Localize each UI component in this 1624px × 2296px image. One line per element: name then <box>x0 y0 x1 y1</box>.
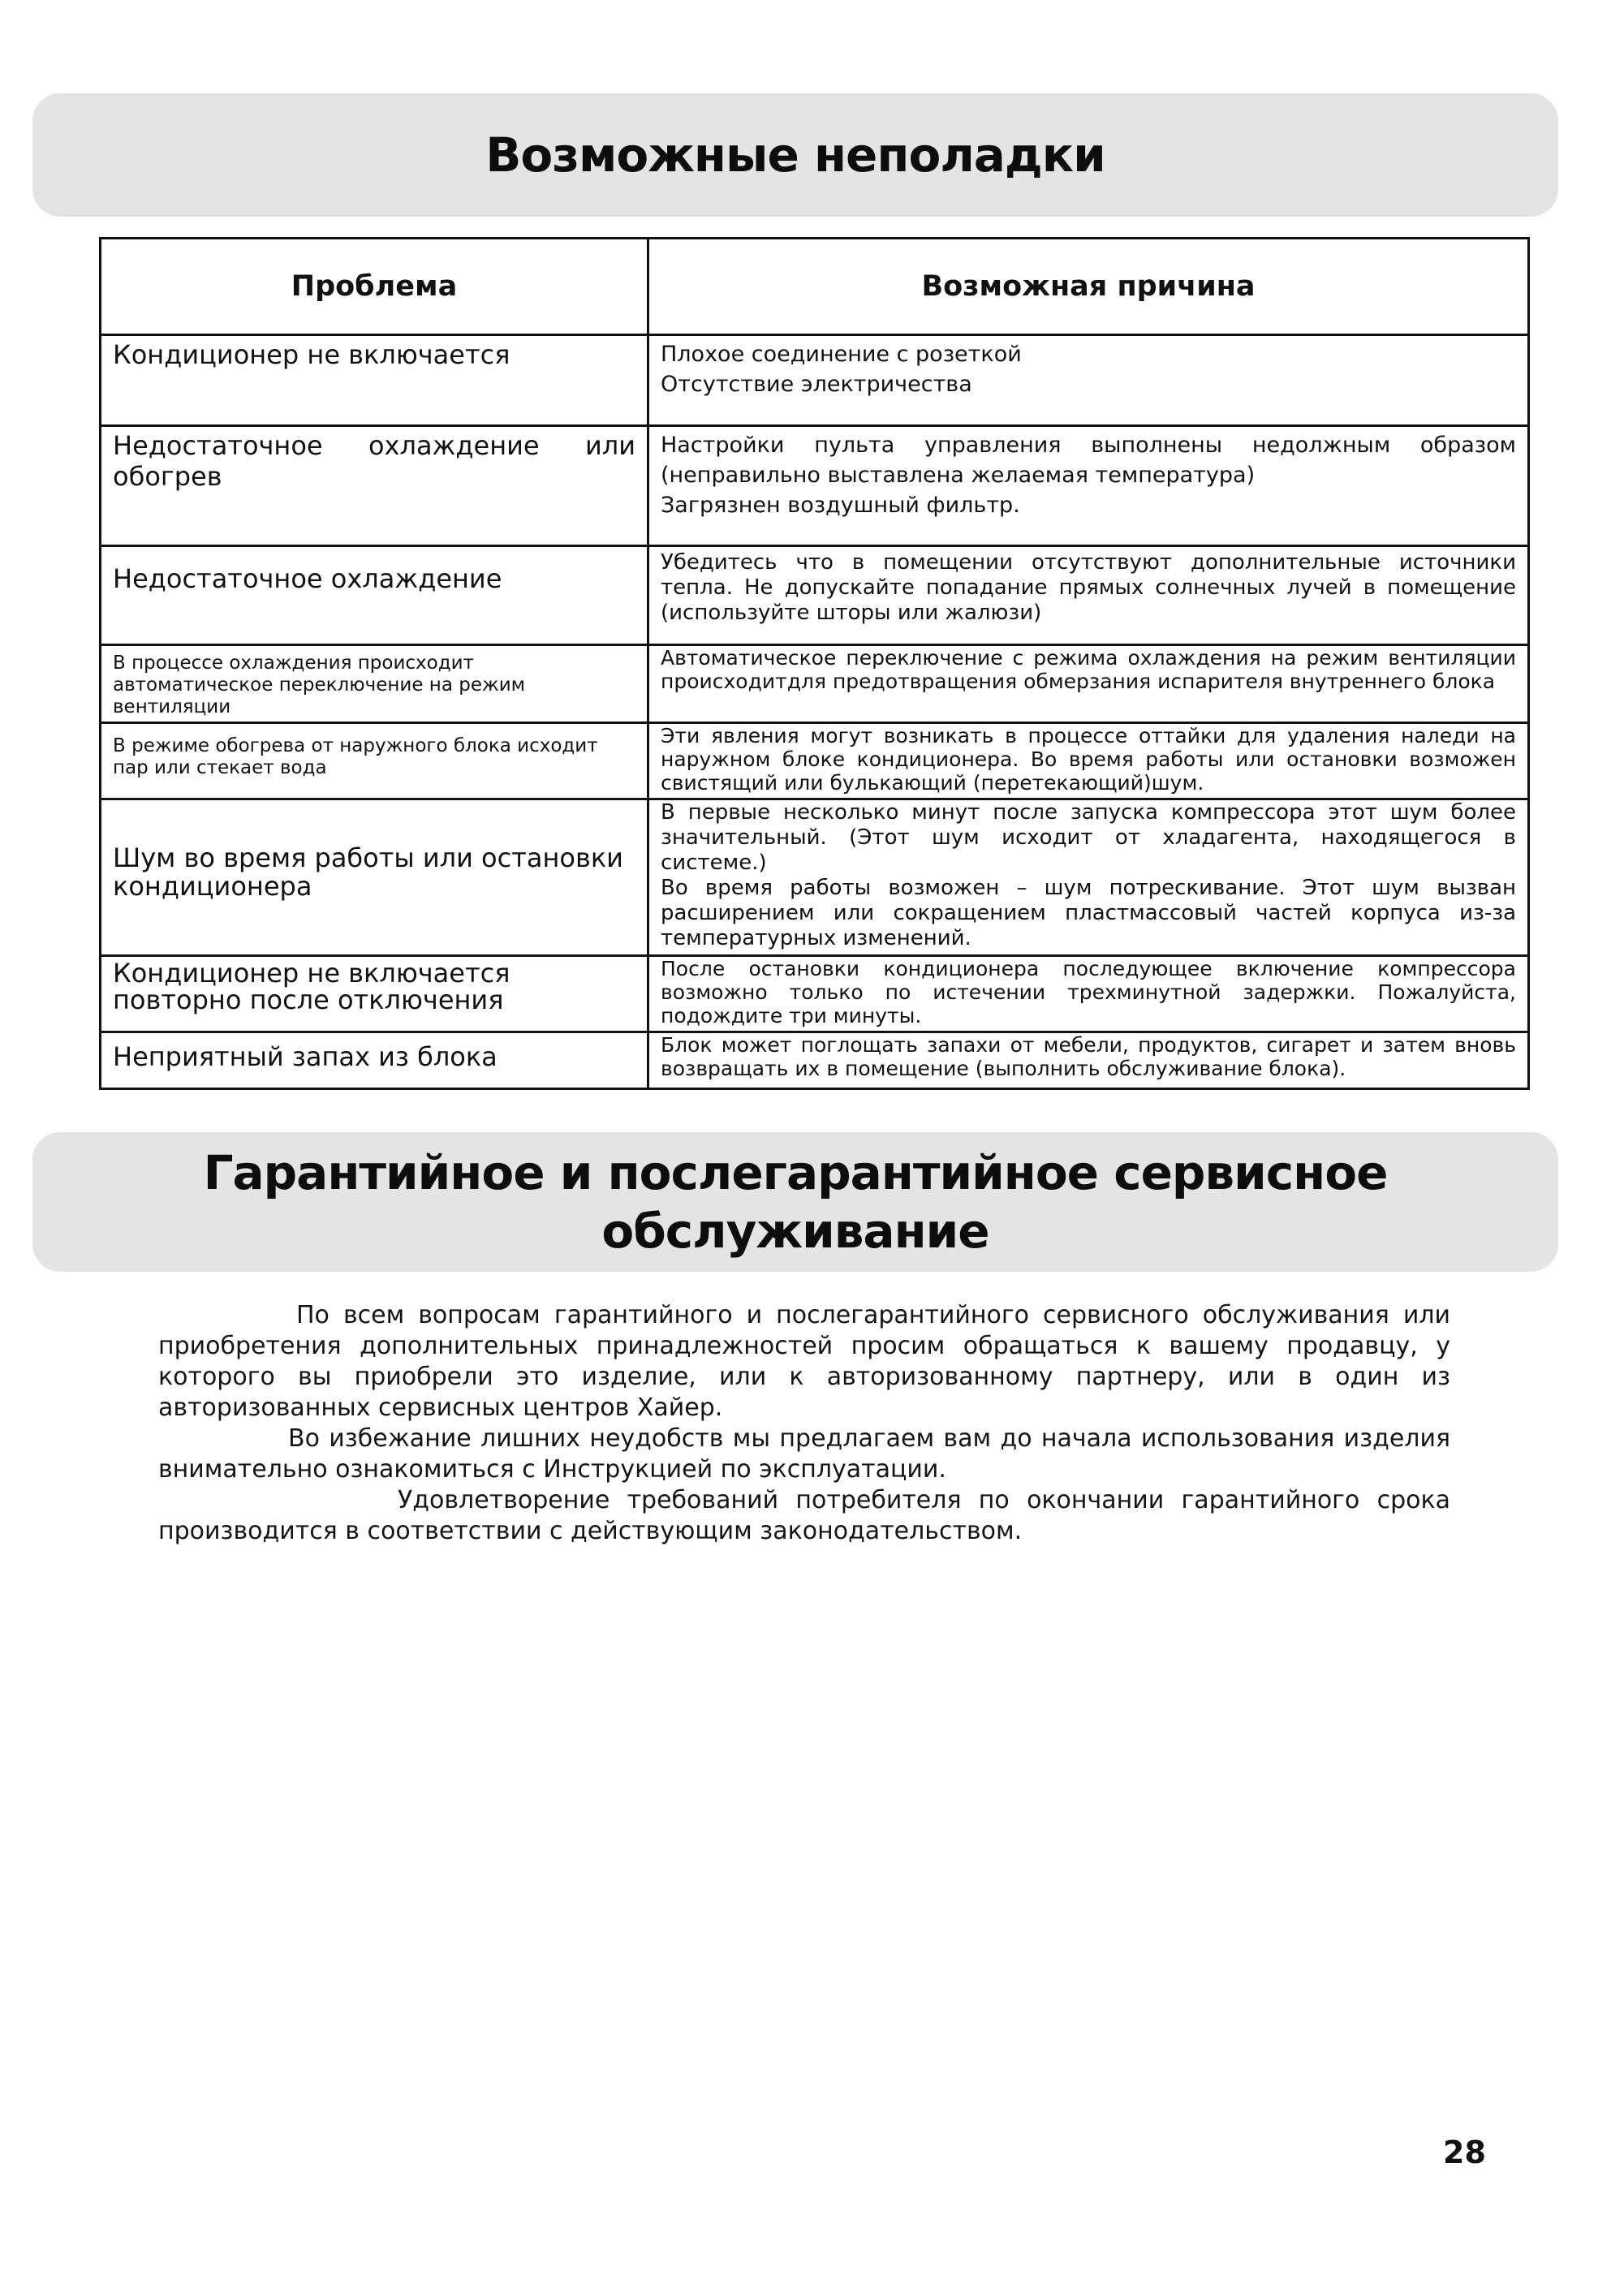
cause-line: Загрязнен воздушный фильтр. <box>661 493 1020 518</box>
cause-cell <box>648 546 1529 645</box>
cause-line: Убедитесь что в помещении отсутствуют дополнительные источники тепла. Не допускайте попадание прямых солнечных лучей в помещение (используйте шторы или жалюзи) <box>661 550 1516 625</box>
cause-line: Настройки пульта управления выполнены недолжным образом (неправильно выставлена желаемая температура) <box>661 433 1516 488</box>
table-row <box>101 335 1529 426</box>
table-row <box>101 799 1529 956</box>
cause-cell <box>648 956 1529 1032</box>
header-problem: Проблема <box>101 239 648 335</box>
troubleshooting-title-banner <box>32 93 1558 217</box>
cause-cell <box>648 335 1529 426</box>
cause-cell <box>648 723 1529 799</box>
troubleshooting-table <box>99 237 1530 1090</box>
cause-line: Автоматическое переключение с режима охлаждения на режим вентиляции происходитдля предотвращения обмерзания испарителя внутреннего блока <box>661 646 1516 693</box>
service-title-line2: обслуживание <box>601 1204 989 1259</box>
cause-cell <box>648 645 1529 723</box>
troubleshooting-title: Возможные неполадки <box>485 127 1105 183</box>
cause-cell <box>648 426 1529 546</box>
service-title-banner <box>32 1132 1558 1272</box>
cause-line: После остановки кондиционера последующее включение компрессора возможно только по истечении трехминутной задержки. Пожалуйста, подождите три минуты. <box>661 957 1516 1027</box>
table-row <box>101 956 1529 1032</box>
cause-line: Отсутствие электричества <box>661 372 972 397</box>
problem-cell: В режиме обогрева от наружного блока исходит пар или стекает вода <box>101 723 648 799</box>
page-number: 28 <box>1443 2134 1486 2170</box>
service-title-line1: Гарантийное и послегарантийное сервисное <box>203 1145 1388 1200</box>
service-paragraph: По всем вопросам гарантийного и послегарантийного сервисного обслуживания или приобретения дополнительных принадлежностей просим обращаться к вашему продавцу, у которого вы приобрели это изделие, или к авторизованному партнеру, или в один из авторизованных сервисных центров Хайер. <box>158 1301 1450 1422</box>
table-row <box>101 1032 1529 1089</box>
problem-cell: Шум во время работы или остановки кондиционера <box>101 799 648 956</box>
table-row <box>101 723 1529 799</box>
header-cause: Возможная причина <box>648 239 1529 335</box>
cause-cell <box>648 799 1529 956</box>
service-paragraph: Во избежание лишних неудобств мы предлагаем вам до начала использования изделия внимательно ознакомиться с Инструкцией по эксплуатации. <box>158 1424 1450 1484</box>
problem-cell: Кондиционер не включается <box>101 335 648 426</box>
problem-cell: Недостаточное охлаждение <box>101 546 648 645</box>
cause-line: Блок может поглощать запахи от мебели, продуктов, сигарет и затем вновь возвращать их в помещение (выполнить обслуживание блока). <box>661 1033 1516 1080</box>
cause-line: Во время работы возможен – шум потрескивание. Этот шум вызван расширением или сокращением пластмассовый частей корпуса из-за температурных изменений. <box>661 876 1516 950</box>
cause-line: В первые несколько минут после запуска компрессора этот шум более значительный. (Этот шум исходит от хладагента, находящегося в системе.) <box>661 800 1516 875</box>
problem-cell: Кондиционер не включается повторно после отключения <box>101 956 648 1032</box>
table-row <box>101 426 1529 546</box>
table-row <box>101 645 1529 723</box>
cause-line: Эти явления могут возникать в процессе оттайки для удаления наледи на наружном блоке кондиционера. Во время работы или остановки возможен свистящий или булькающий (перетекающий)шум. <box>661 724 1516 795</box>
service-text <box>158 1300 1450 1547</box>
table-row <box>101 546 1529 645</box>
table-header-row <box>101 239 1529 335</box>
service-paragraph: Удовлетворение требований потребителя по окончании гарантийного срока производится в соответствии с действующим законодательством. <box>158 1486 1450 1545</box>
cause-line: Плохое соединение с розеткой <box>661 342 1022 367</box>
problem-cell: В процессе охлаждения происходит автоматическое переключение на режим вентиляции <box>101 645 648 723</box>
problem-cell: Неприятный запах из блока <box>101 1032 648 1089</box>
problem-cell: Недостаточное охлаждение или обогрев <box>101 426 648 546</box>
cause-cell <box>648 1032 1529 1089</box>
